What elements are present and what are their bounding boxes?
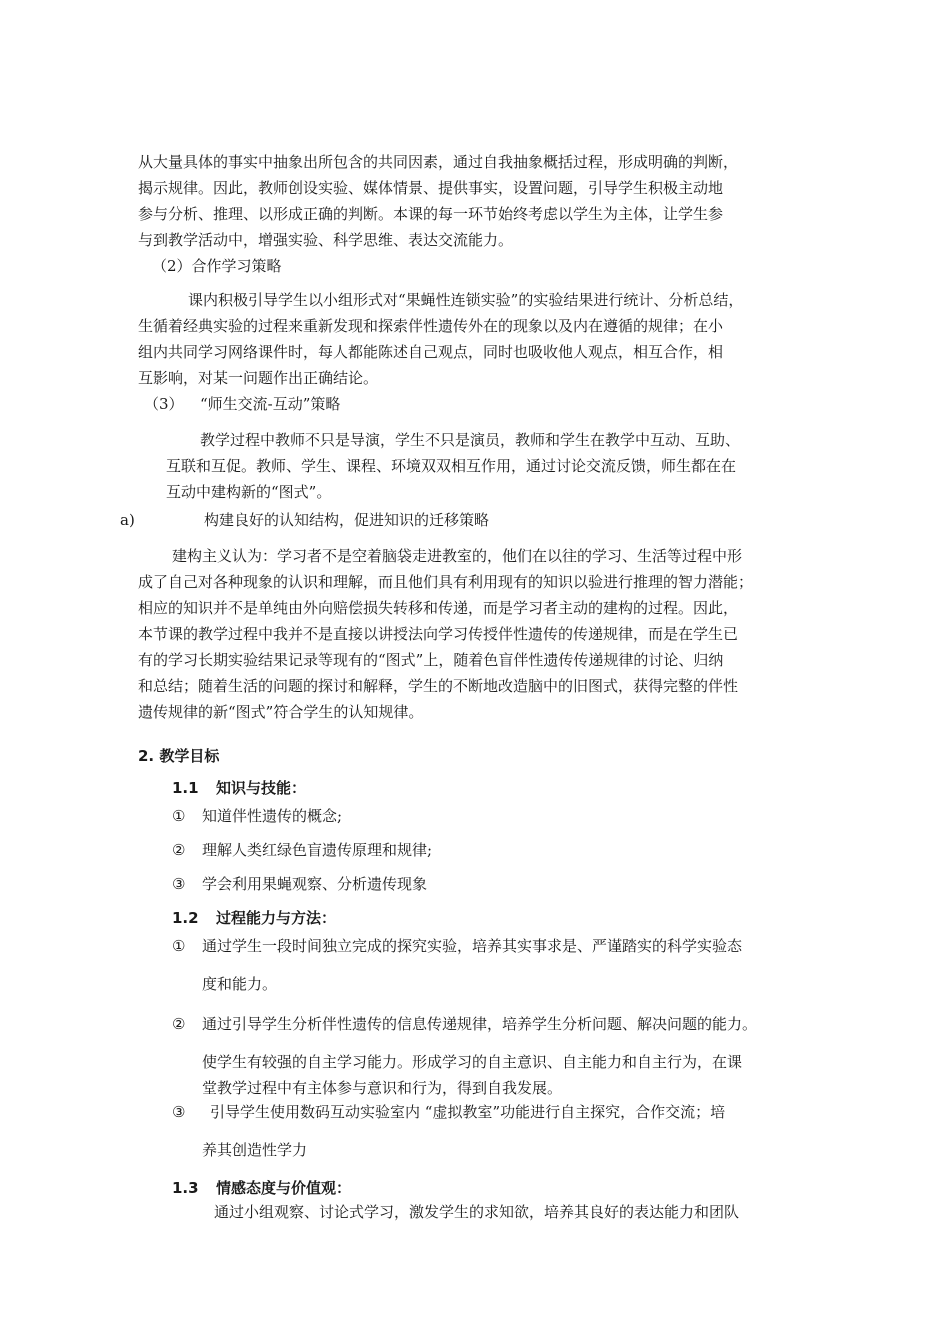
text-line: 和总结；随着生活的问题的探讨和解释，学生的不断地改造脑中的旧图式，获得完整的伴性	[138, 677, 739, 695]
list-item: 引导学生使用数码互动实验室内 “虚拟教室”功能进行自主探究，合作交流；培	[210, 1103, 726, 1121]
goal-title-process: 过程能力与方法：	[216, 909, 337, 927]
text-line: 互影响，对某一问题作出正确结论。	[138, 369, 379, 387]
list-item: 学会利用果蝇观察、分析遗传现象	[202, 875, 428, 893]
goal-title-attitude: 情感态度与价值观：	[216, 1179, 352, 1197]
text-line: 有的学习长期实验结果记录等现有的“图式”上，随着色盲伴性遗传传递规律的讨论、归纳	[138, 651, 724, 669]
text-line: 与到教学活动中，增强实验、科学思维、表达交流能力。	[138, 231, 514, 249]
text-line: 通过小组观察、讨论式学习，激发学生的求知欲，培养其良好的表达能力和团队	[214, 1203, 740, 1221]
section-heading-interaction: “师生交流-互动”策略	[200, 395, 341, 413]
list-marker: ②	[172, 1015, 186, 1033]
list-item-continuation: 使学生有较强的自主学习能力。形成学习的自主意识、自主能力和自主行为，在课	[202, 1053, 743, 1071]
text-line: 课内积极引导学生以小组形式对“果蝇性连锁实验”的实验结果进行统计、分析总结，	[188, 291, 744, 309]
section-heading-cognitive: 构建良好的认知结构，促进知识的迁移策略	[204, 511, 490, 529]
text-line: 生循着经典实验的过程来重新发现和探索伴性遗传外在的现象以及内在遵循的规律；在小	[138, 317, 724, 335]
section-heading-number: （3）	[144, 395, 184, 413]
text-line: 互动中建构新的“图式”。	[166, 483, 332, 501]
text-line: 互联和互促。教师、学生、课程、环境双双相互作用，通过讨论交流反馈，师生都在在	[166, 457, 737, 475]
text-line: 本节课的教学过程中我并不是直接以讲授法向学习传授伴性遗传的传递规律，而是在学生已	[138, 625, 739, 643]
goal-number: 1.1	[172, 779, 199, 797]
list-marker: ③	[172, 875, 186, 893]
list-item-continuation: 度和能力。	[202, 975, 278, 993]
goal-number: 1.3	[172, 1179, 199, 1197]
list-marker: ②	[172, 841, 186, 859]
list-marker: ③	[172, 1103, 186, 1121]
text-line: 遗传规律的新“图式”符合学生的认知规律。	[138, 703, 424, 721]
text-line: 从大量具体的事实中抽象出所包含的共同因素，通过自我抽象概括过程，形成明确的判断，	[138, 153, 739, 171]
goal-title-knowledge: 知识与技能：	[216, 779, 307, 797]
list-item: 知道伴性遗传的概念;	[202, 807, 343, 825]
goal-number: 1.2	[172, 909, 199, 927]
text-line: 揭示规律。因此，教师创设实验、媒体情景、提供事实，设置问题，引导学生积极主动地	[138, 179, 724, 197]
text-line: 教学过程中教师不只是导演，学生不只是演员，教师和学生在教学中互动、互助、	[200, 431, 741, 449]
text-line: 建构主义认为：学习者不是空着脑袋走进教室的，他们在以往的学习、生活等过程中形	[172, 547, 743, 565]
list-item: 理解人类红绿色盲遗传原理和规律;	[202, 841, 433, 859]
list-marker: a)	[120, 511, 135, 529]
section-heading-cooperative: （2）合作学习策略	[152, 257, 282, 275]
list-item: 通过学生一段时间独立完成的探究实验，培养其实事求是、严谨踏实的科学实验态	[202, 937, 743, 955]
text-line: 相应的知识并不是单纯由外向赔偿损失转移和传递，而是学习者主动的建构的过程。因此，	[138, 599, 739, 617]
text-line: 成了自己对各种现象的认识和理解，而且他们具有利用现有的知识以验进行推理的智力潜能；	[138, 573, 754, 591]
list-marker: ①	[172, 937, 186, 955]
text-line: 组内共同学习网络课件时，每人都能陈述自己观点，同时也吸收他人观点，相互合作，相	[138, 343, 724, 361]
list-item-continuation: 养其创造性学力	[202, 1141, 308, 1159]
list-marker: ①	[172, 807, 186, 825]
goals-heading: 2. 教学目标	[138, 747, 220, 765]
list-item: 通过引导学生分析伴性遗传的信息传递规律，培养学生分析问题、解决问题的能力。	[202, 1015, 758, 1033]
text-line: 参与分析、推理、以形成正确的判断。本课的每一环节始终考虑以学生为主体，让学生参	[138, 205, 724, 223]
list-item-continuation: 堂教学过程中有主体参与意识和行为，得到自我发展。	[202, 1079, 563, 1097]
